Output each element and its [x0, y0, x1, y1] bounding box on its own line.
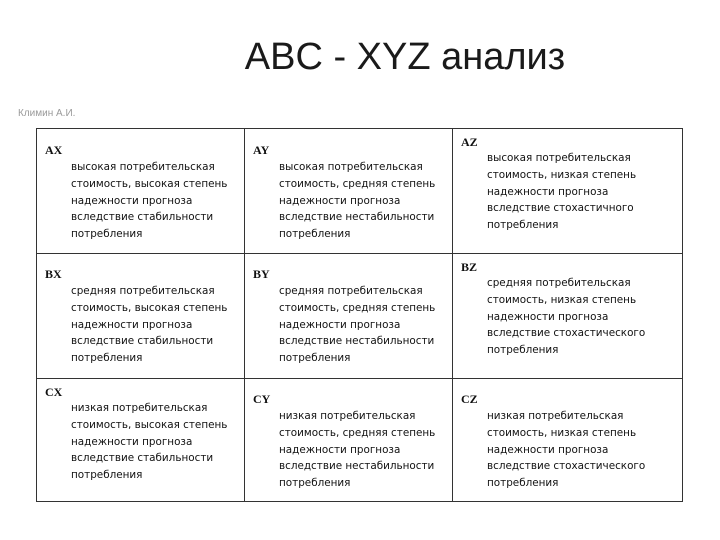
cell-description: низкая потребительская стоимость, низкая степень надежности прогноза вследствие стохастического потребления — [487, 410, 646, 490]
cell-cy — [245, 379, 452, 501]
cell-cz — [453, 379, 683, 501]
cell-az — [453, 129, 683, 253]
cell-ay — [245, 129, 452, 253]
cell-code: AZ — [461, 135, 478, 149]
cell-code: BZ — [461, 260, 478, 274]
cell-code: BX — [45, 267, 62, 281]
cell-bz — [453, 254, 683, 378]
cell-code: AX — [45, 143, 63, 157]
cell-description: средняя потребительская стоимость, низкая степень надежности прогноза вследствие стохастического потребления — [487, 277, 646, 357]
cell-code: AY — [253, 143, 270, 157]
cell-description: низкая потребительская стоимость, высокая степень надежности прогноза вследствие стабильности потребления — [71, 402, 228, 482]
cell-cx — [37, 379, 244, 501]
cell-bx — [37, 254, 244, 378]
cell-code: BY — [253, 267, 270, 281]
cell-description: средняя потребительская стоимость, средняя степень надежности прогноза вследствие нестабильности потребления — [279, 285, 436, 365]
cell-description: высокая потребительская стоимость, низкая степень надежности прогноза вследствие стохастичного потребления — [487, 152, 637, 232]
cell-code: CX — [45, 385, 63, 399]
cell-ax — [37, 129, 244, 253]
cell-description: низкая потребительская стоимость, средняя степень надежности прогноза вследствие нестабильности потребления — [279, 410, 436, 490]
cell-code: CY — [253, 392, 271, 406]
page-title: ABC - XYZ анализ — [244, 36, 566, 78]
cell-by — [245, 254, 452, 378]
cell-code: CZ — [461, 392, 478, 406]
author-label: Климин А.И. — [18, 108, 76, 119]
abc-xyz-matrix — [36, 128, 683, 502]
cell-description: высокая потребительская стоимость, средняя степень надежности прогноза вследствие нестабильности потребления — [279, 161, 436, 241]
cell-description: средняя потребительская стоимость, высокая степень надежности прогноза вследствие стабильности потребления — [71, 285, 228, 365]
cell-description: высокая потребительская стоимость, высокая степень надежности прогноза вследствие стабильности потребления — [71, 161, 228, 241]
